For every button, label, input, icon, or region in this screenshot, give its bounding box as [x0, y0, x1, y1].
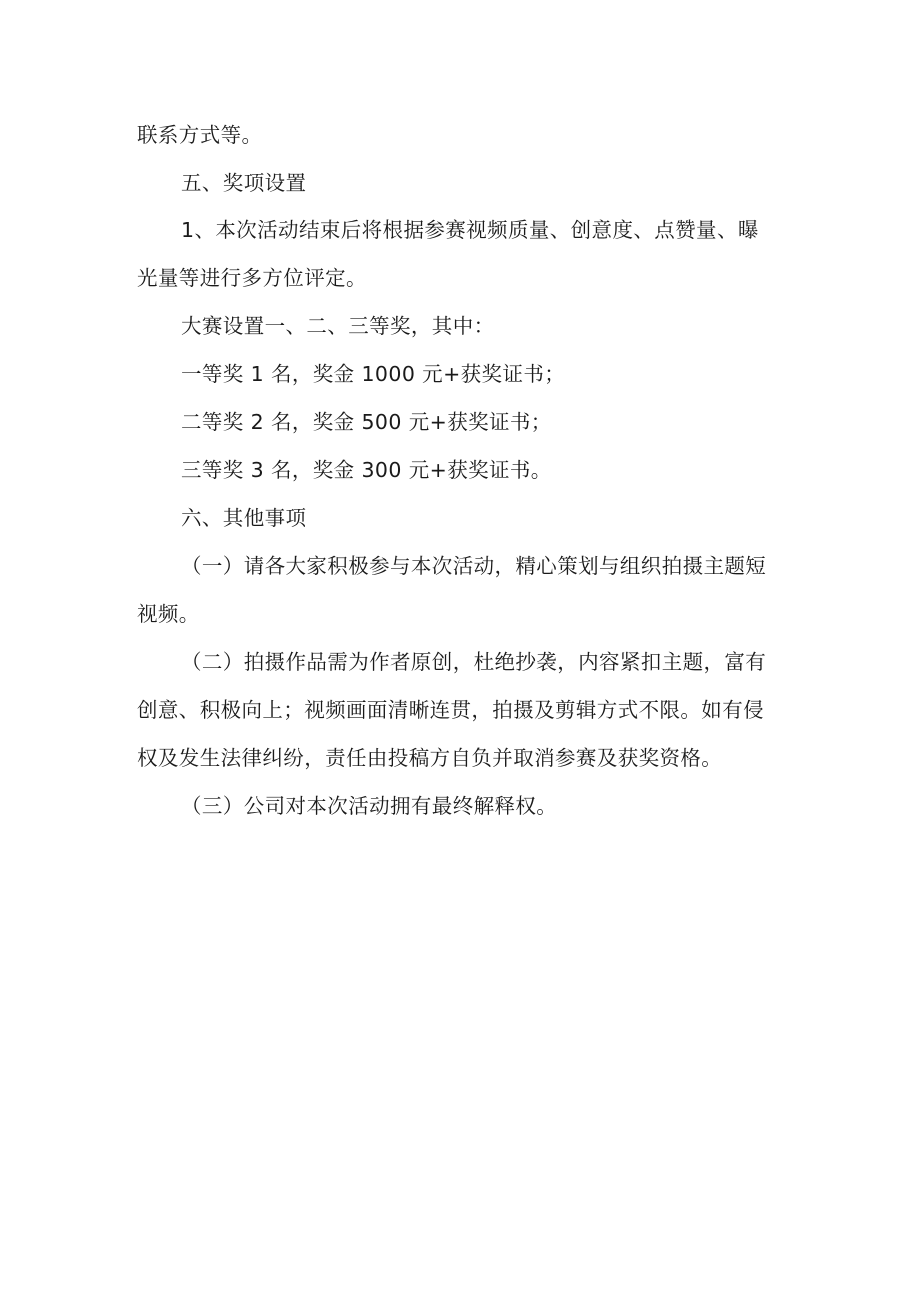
- prize-line: 二等奖 2 名，奖金 500 元+获奖证书；: [181, 410, 552, 434]
- text-line: 权及发生法律纠纷，责任由投稿方自负并取消参赛及获奖资格。: [137, 746, 723, 770]
- section-heading: 五、奖项设置: [181, 171, 307, 195]
- text-line: 创意、积极向上；视频画面清晰连贯，拍摄及剪辑方式不限。如有侵: [137, 698, 764, 722]
- section-heading: 六、其他事项: [181, 506, 307, 530]
- text-line: （一）请各大家积极参与本次活动，精心策划与组织拍摄主题短: [181, 554, 767, 578]
- text-line: （三）公司对本次活动拥有最终解释权。: [181, 794, 558, 818]
- text-line: 光量等进行多方位评定。: [137, 266, 367, 290]
- text-line: 联系方式等。: [137, 123, 263, 147]
- text-line: （二）拍摄作品需为作者原创，杜绝抄袭，内容紧扣主题，富有: [181, 650, 767, 674]
- text-line: 视频。: [137, 602, 200, 626]
- prize-line: 三等奖 3 名，奖金 300 元+获奖证书。: [181, 458, 552, 482]
- prize-line: 一等奖 1 名，奖金 1000 元+获奖证书；: [181, 362, 566, 386]
- text-line: 1、本次活动结束后将根据参赛视频质量、创意度、点赞量、曝: [181, 218, 759, 242]
- text-line: 大赛设置一、二、三等奖，其中：: [181, 314, 495, 338]
